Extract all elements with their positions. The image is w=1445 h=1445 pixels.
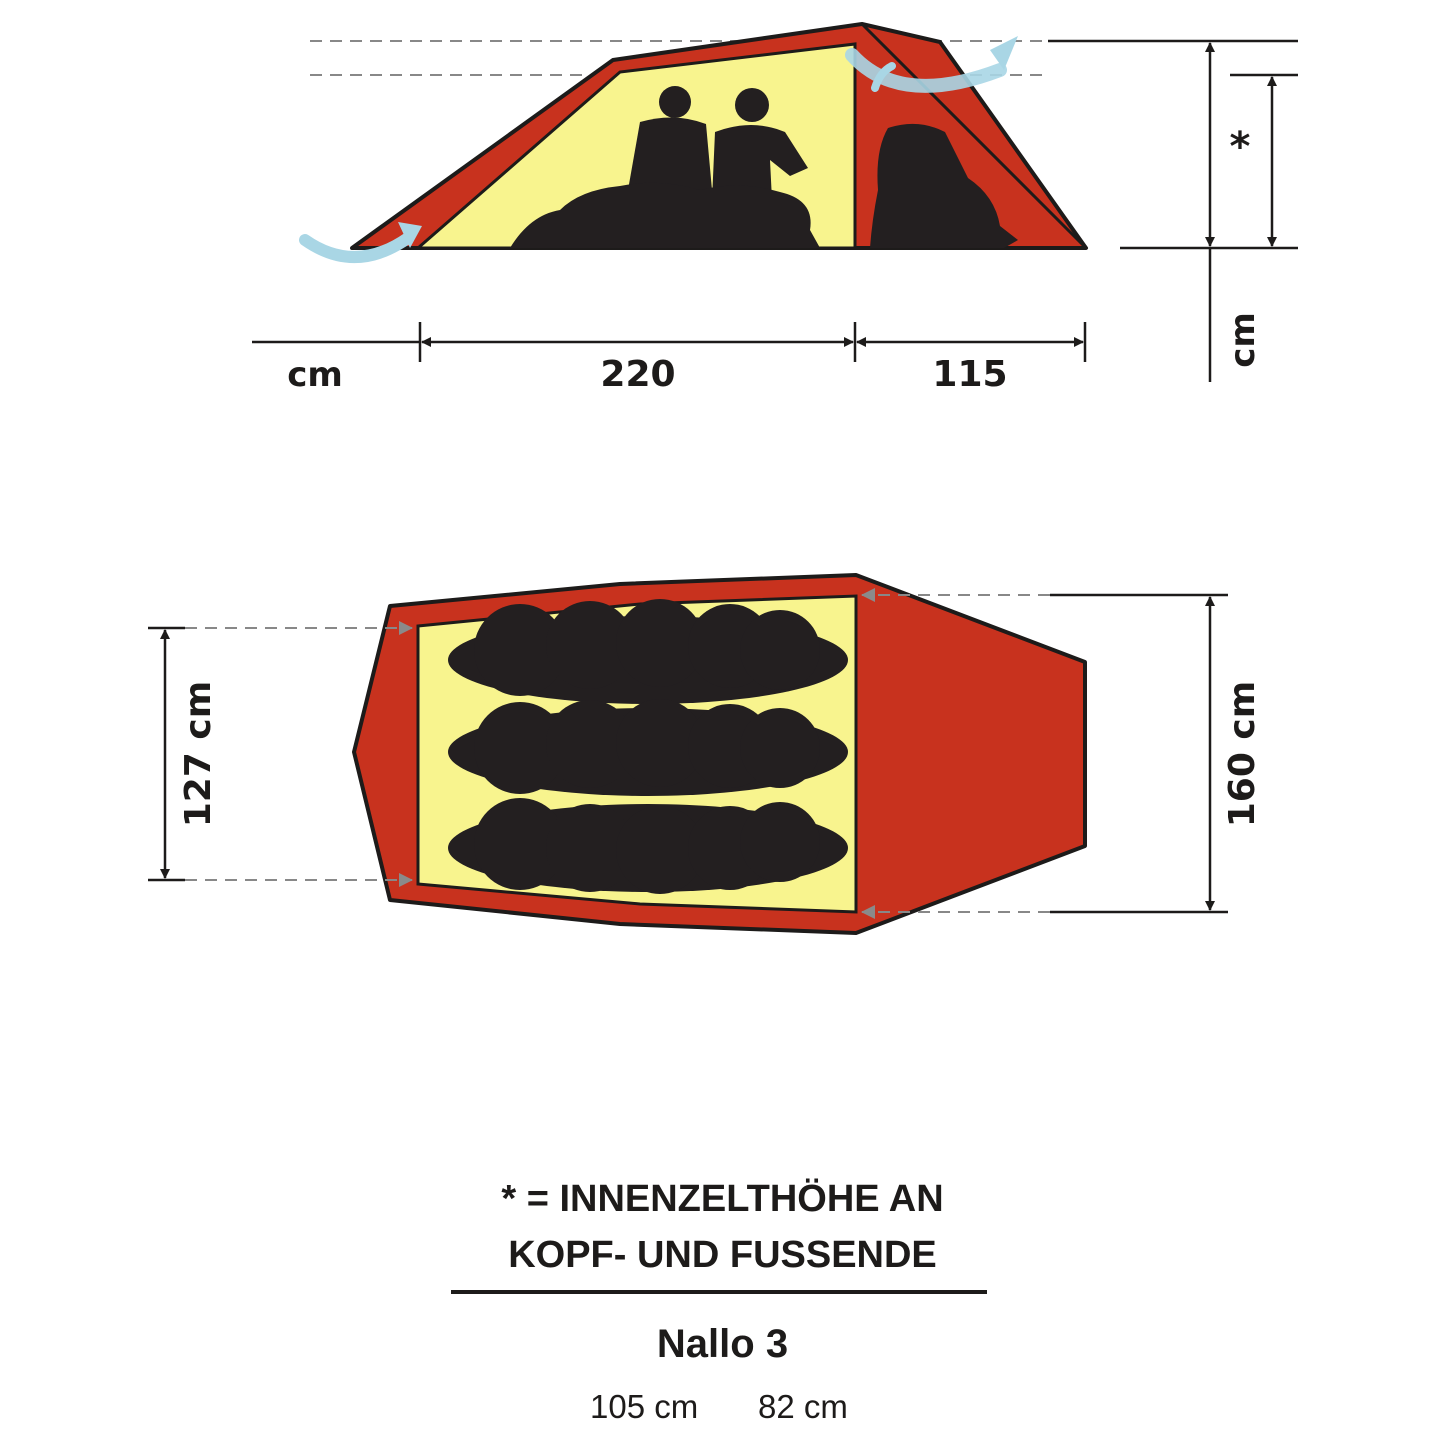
top-view — [148, 575, 1263, 933]
sleeping-bag-3 — [448, 798, 848, 894]
footnote-line-2: KOPF- UND FUSSENDE — [508, 1234, 937, 1276]
sleeping-bag-1 — [448, 599, 848, 704]
outer-width-label: 160 cm — [1222, 680, 1263, 828]
side-view — [252, 24, 1298, 395]
inner-length-label: 220 — [600, 354, 676, 395]
model-dimension-2: 82 cm — [758, 1388, 848, 1425]
vestibule-length-label: 115 — [932, 354, 1008, 395]
height-unit-label: cm — [1223, 312, 1263, 368]
height-asterisk: * — [1229, 124, 1251, 170]
model-name: Nallo 3 — [656, 1322, 789, 1366]
sleeping-bag-2 — [448, 699, 848, 796]
side-left-unit: cm — [287, 355, 343, 395]
inner-width-label: 127 cm — [178, 680, 219, 828]
footnote-line-1: * = INNENZELTHÖHE AN — [501, 1178, 944, 1220]
model-dimension-1: 105 cm — [590, 1388, 699, 1425]
footnote-divider — [451, 1290, 987, 1294]
